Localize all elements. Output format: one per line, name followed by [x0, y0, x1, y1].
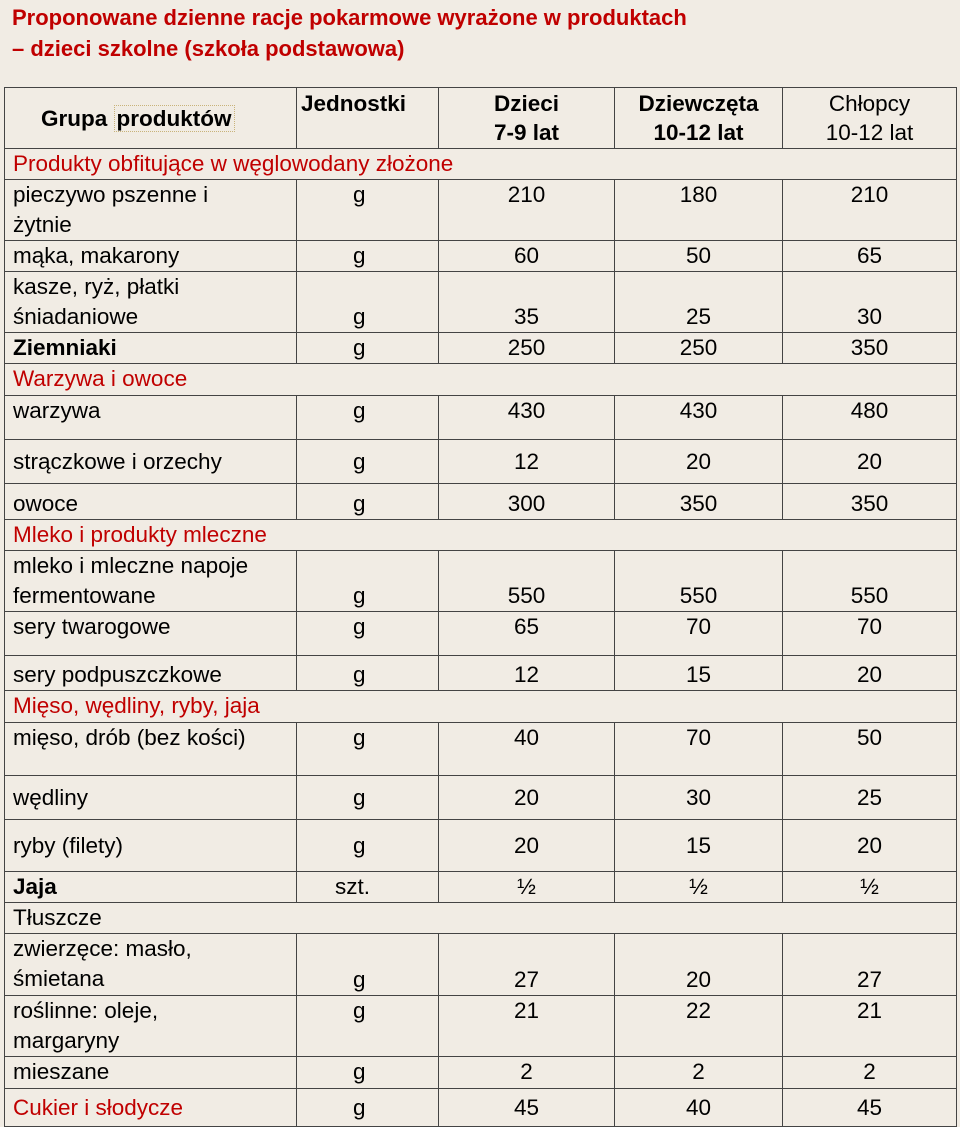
table-row: [5, 396, 957, 440]
value-girls: 430: [615, 396, 783, 440]
unit-cell: g: [297, 241, 439, 272]
unit-cell: g: [297, 440, 439, 484]
value-boys: 350: [783, 484, 957, 520]
value-girls: 25: [615, 272, 783, 333]
value-boys: 45: [783, 1089, 957, 1127]
unit-cell: g: [297, 484, 439, 520]
value-girls: 350: [615, 484, 783, 520]
title-line-1: Proponowane dzienne racje pokarmowe wyrażone w produktach: [12, 5, 687, 30]
table-row: [5, 934, 957, 996]
value-girls: 2: [615, 1057, 783, 1089]
value-kids: 12: [439, 656, 615, 691]
value-girls: 40: [615, 1089, 783, 1127]
table-row: [5, 440, 957, 484]
value-kids: 21: [439, 996, 615, 1057]
value-girls: 550: [615, 551, 783, 612]
unit-cell: g: [297, 333, 439, 364]
value-boys: 21: [783, 996, 957, 1057]
value-kids: ½: [439, 872, 615, 903]
category-meat: Mięso, wędliny, ryby, jaja: [5, 691, 957, 723]
value-boys: 20: [783, 656, 957, 691]
product-name: warzywa: [5, 396, 297, 440]
product-name: ryby (filety): [5, 820, 297, 872]
unit-cell: g: [297, 272, 439, 333]
value-kids: 300: [439, 484, 615, 520]
category-fats: Tłuszcze: [5, 903, 957, 934]
product-name: owoce: [5, 484, 297, 520]
product-name: mleko i mleczne napoje fermentowane: [5, 551, 297, 612]
category-carbs: Produkty obfitujące w węglowodany złożone: [5, 149, 957, 180]
product-name: mięso, drób (bez kości): [5, 723, 297, 776]
table-row: [5, 180, 957, 241]
header-boys: Chłopcy 10-12 lat: [783, 88, 957, 149]
value-girls: 20: [615, 440, 783, 484]
value-girls: 70: [615, 612, 783, 656]
unit-cell: g: [297, 820, 439, 872]
product-name: roślinne: oleje, margaryny: [5, 996, 297, 1057]
value-kids: 60: [439, 241, 615, 272]
unit-cell: g: [297, 396, 439, 440]
product-name: pieczywo pszenne i żytnie: [5, 180, 297, 241]
product-name: sery twarogowe: [5, 612, 297, 656]
header-row: [5, 88, 957, 149]
value-kids: 45: [439, 1089, 615, 1127]
highlighted-word: produktów: [114, 105, 235, 132]
category-row: [5, 149, 957, 180]
value-kids: 65: [439, 612, 615, 656]
table-row: [5, 1089, 957, 1127]
table-row: [5, 551, 957, 612]
value-girls: 30: [615, 776, 783, 820]
value-kids: 2: [439, 1057, 615, 1089]
table-row: [5, 612, 957, 656]
value-girls: ½: [615, 872, 783, 903]
value-kids: 35: [439, 272, 615, 333]
product-name: sery podpuszczkowe: [5, 656, 297, 691]
table-row: [5, 820, 957, 872]
value-boys: 30: [783, 272, 957, 333]
category-row: [5, 520, 957, 551]
unit-cell: g: [297, 612, 439, 656]
value-kids: 250: [439, 333, 615, 364]
value-kids: 40: [439, 723, 615, 776]
value-kids: 550: [439, 551, 615, 612]
category-veg: Warzywa i owoce: [5, 364, 957, 396]
unit-cell: g: [297, 776, 439, 820]
unit-cell: szt.: [297, 872, 439, 903]
value-girls: 20: [615, 934, 783, 996]
product-name: Ziemniaki: [5, 333, 297, 364]
value-kids: 12: [439, 440, 615, 484]
table-row: [5, 241, 957, 272]
unit-cell: g: [297, 996, 439, 1057]
value-girls: 250: [615, 333, 783, 364]
value-kids: 430: [439, 396, 615, 440]
value-boys: 210: [783, 180, 957, 241]
value-boys: 20: [783, 440, 957, 484]
table-row: [5, 996, 957, 1057]
value-boys: 480: [783, 396, 957, 440]
value-boys: 350: [783, 333, 957, 364]
value-girls: 15: [615, 820, 783, 872]
unit-cell: g: [297, 934, 439, 996]
value-girls: 50: [615, 241, 783, 272]
table-row: [5, 333, 957, 364]
product-name: wędliny: [5, 776, 297, 820]
table-row: [5, 723, 957, 776]
page-title: [12, 2, 942, 64]
header-product-group: Grupa produktów: [5, 88, 297, 149]
table-row: [5, 1057, 957, 1089]
value-boys: ½: [783, 872, 957, 903]
category-row: [5, 903, 957, 934]
header-units: Jednostki: [297, 88, 439, 149]
product-name: mąka, makarony: [5, 241, 297, 272]
value-boys: 70: [783, 612, 957, 656]
product-name: Cukier i słodycze: [5, 1089, 297, 1127]
value-kids: 210: [439, 180, 615, 241]
product-name: mieszane: [5, 1057, 297, 1089]
unit-cell: g: [297, 551, 439, 612]
product-name: strączkowe i orzechy: [5, 440, 297, 484]
unit-cell: g: [297, 1057, 439, 1089]
value-girls: 15: [615, 656, 783, 691]
unit-cell: g: [297, 656, 439, 691]
unit-cell: g: [297, 180, 439, 241]
product-name: zwierzęce: masło, śmietana: [5, 934, 297, 996]
value-girls: 22: [615, 996, 783, 1057]
value-boys: 50: [783, 723, 957, 776]
category-row: [5, 691, 957, 723]
value-girls: 70: [615, 723, 783, 776]
category-row: [5, 364, 957, 396]
header-kids: Dzieci 7-9 lat: [439, 88, 615, 149]
table-row: [5, 776, 957, 820]
value-kids: 27: [439, 934, 615, 996]
unit-cell: g: [297, 723, 439, 776]
value-boys: 27: [783, 934, 957, 996]
header-girls: Dziewczęta 10-12 lat: [615, 88, 783, 149]
value-boys: 2: [783, 1057, 957, 1089]
value-kids: 20: [439, 776, 615, 820]
value-boys: 550: [783, 551, 957, 612]
table-row: [5, 656, 957, 691]
category-dairy: Mleko i produkty mleczne: [5, 520, 957, 551]
table-row: [5, 484, 957, 520]
title-line-2: – dzieci szkolne (szkoła podstawowa): [12, 36, 405, 61]
value-boys: 20: [783, 820, 957, 872]
table-row: [5, 272, 957, 333]
rations-table: [4, 87, 957, 1127]
product-name: kasze, ryż, płatki śniadaniowe: [5, 272, 297, 333]
value-boys: 25: [783, 776, 957, 820]
value-girls: 180: [615, 180, 783, 241]
unit-cell: g: [297, 1089, 439, 1127]
product-name: Jaja: [5, 872, 297, 903]
value-kids: 20: [439, 820, 615, 872]
value-boys: 65: [783, 241, 957, 272]
table-row: [5, 872, 957, 903]
